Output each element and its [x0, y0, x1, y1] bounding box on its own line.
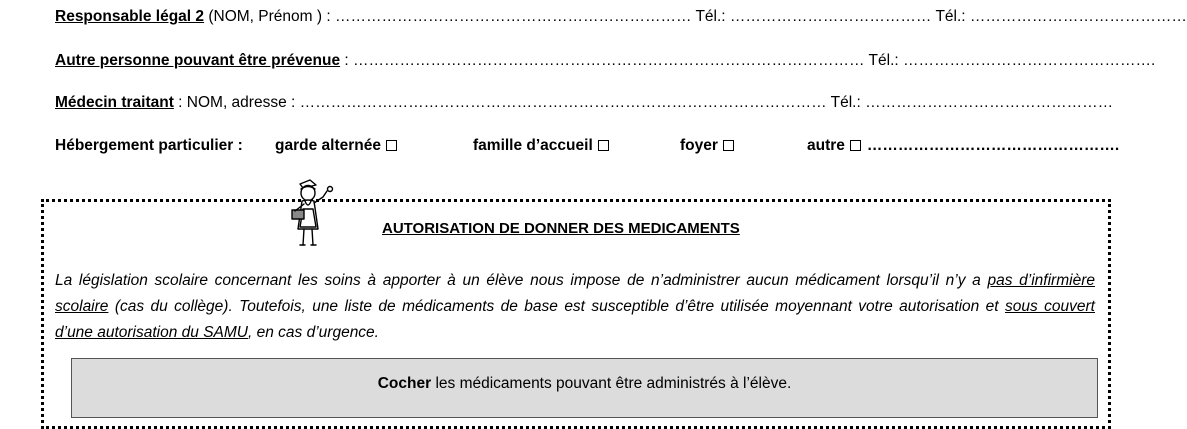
- autre-checkbox[interactable]: [850, 140, 861, 151]
- doctor-tel-label: Tél.:: [826, 94, 866, 111]
- resp2-label: Responsable légal 2: [55, 8, 205, 25]
- other-tel-field[interactable]: ………………………………………….: [903, 52, 1156, 69]
- medication-instruction-rest: les médicaments pouvant être administrés à l’élève.: [431, 375, 792, 392]
- resp2-tel1-label: Tél.:: [691, 8, 730, 25]
- other-tel-label: Tél.:: [864, 52, 903, 69]
- doctor-tel-field[interactable]: …………………………………………: [865, 94, 1114, 111]
- garde-alternee-checkbox[interactable]: [386, 140, 397, 151]
- famille-accueil-checkbox[interactable]: [598, 140, 609, 151]
- medication-instruction: [72, 375, 1097, 393]
- autre-label: autre: [807, 137, 845, 154]
- foyer-checkbox[interactable]: [723, 140, 734, 151]
- lodging-option-foster[interactable]: [473, 137, 609, 155]
- resp2-suffix: (NOM, Prénom ) :: [204, 8, 335, 25]
- doctor-suffix: : NOM, adresse :: [173, 94, 300, 111]
- para-part-3: , en cas d’urgence.: [248, 324, 379, 341]
- other-label: Autre personne pouvant être prévenue: [55, 52, 341, 69]
- other-suffix: :: [340, 52, 354, 69]
- garde-alternee-label: garde alternée: [275, 137, 381, 154]
- para-underline-2: sous couvert d’une autorisation du SAMU: [55, 298, 1095, 341]
- para-part-1: La législation scolaire concernant les soins à apporter à un élève nous impose de n’administrer aucun médicament lorsqu’il n’y a: [55, 272, 988, 289]
- authorization-title: AUTORISATION DE DONNER DES MEDICAMENTS: [382, 220, 740, 237]
- famille-accueil-label: famille d’accueil: [473, 137, 593, 154]
- resp2-tel2-field[interactable]: ……………………………………: [969, 8, 1187, 25]
- resp2-name-field[interactable]: ……………………………………………………………: [334, 8, 692, 25]
- lodging-label: Hébergement particulier :: [55, 137, 243, 154]
- other-name-field[interactable]: ………………………………………………………………………………………: [353, 52, 865, 69]
- resp2-tel2-label: Tél.:: [931, 8, 970, 25]
- resp2-row: [55, 8, 1187, 26]
- resp2-tel1-field[interactable]: …………………………………: [729, 8, 932, 25]
- authorization-paragraph: [55, 268, 1095, 346]
- autre-field[interactable]: ………………………………………….: [866, 137, 1120, 154]
- nurse-illustration: [283, 177, 335, 251]
- doctor-row: [55, 94, 1113, 112]
- lodging-option-other[interactable]: [807, 137, 1119, 155]
- medication-box: [71, 358, 1098, 418]
- lodging-option-alternate[interactable]: [275, 137, 397, 155]
- doctor-label: Médecin traitant: [55, 94, 174, 111]
- para-part-2: (cas du collège). Toutefois, une liste de médicaments de base est susceptible d’être utilisée moyennant votre autorisation et: [108, 298, 1006, 315]
- medication-instruction-bold: Cocher: [377, 375, 432, 392]
- doctor-address-field[interactable]: …………………………………………………………………………………………: [299, 94, 827, 111]
- lodging-option-home[interactable]: [680, 137, 734, 155]
- para-underline-1: pas d’infirmière scolaire: [55, 272, 1095, 315]
- other-row: [55, 52, 1155, 70]
- foyer-label: foyer: [680, 137, 718, 154]
